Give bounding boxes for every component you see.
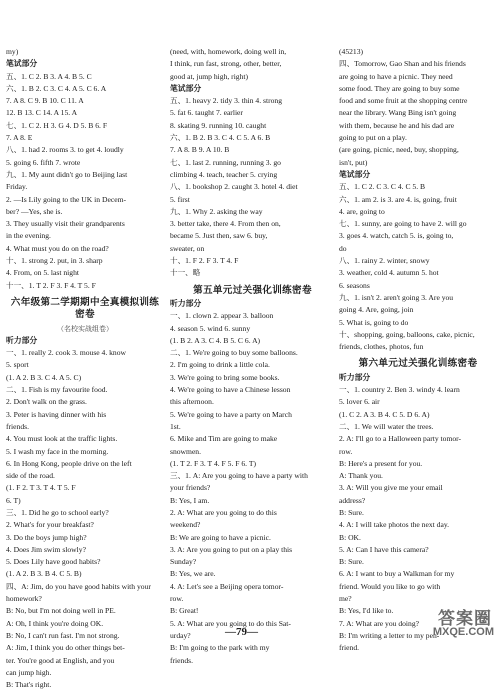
answer-line: (1. T 2. F 3. T 4. F 5. F 6. T) — [170, 458, 257, 468]
answer-line: me? — [339, 594, 352, 604]
answer-line: 3. Do the boys jump high? — [6, 532, 87, 542]
answer-line: B: That's right. — [6, 680, 52, 690]
answer-line: 7. A: What are you doing? — [339, 618, 419, 628]
answer-line: friends, clothes, photos, fun — [339, 342, 424, 352]
answer-line: friends. — [6, 421, 29, 431]
answer-line: B: Sure. — [339, 507, 364, 517]
answer-line: B: Yes, we are. — [170, 569, 216, 579]
answer-line: 6. A: I want to buy a Walkman for my — [339, 569, 455, 579]
answer-line: going to put on a play. — [339, 133, 407, 143]
answer-line: A: Thank you. — [339, 471, 383, 481]
answer-line: 六、1. B 2. B 3. C 4. C 5. A 6. B — [170, 133, 271, 143]
answer-line: B: OK. — [339, 532, 361, 542]
watermark-bottom-text: MXQE.COM — [432, 626, 494, 638]
answer-line: Sunday? — [170, 557, 197, 567]
answer-line: my) — [6, 47, 19, 56]
answer-line: 四、Tomorrow, Gao Shan and his friends — [339, 59, 466, 69]
answer-line: 3. We're going to bring some books. — [170, 372, 280, 382]
answer-line: B: We are going to have a picnic. — [170, 532, 271, 542]
part-heading: 听力部分 — [6, 335, 38, 345]
answer-line: 一、1. really 2. cook 3. mouse 4. know — [6, 348, 127, 358]
answer-line: with them, because he and his dad are — [339, 120, 455, 130]
answer-line: 5. We're going to have a party on March — [170, 409, 292, 419]
answer-line: 3. goes 4. watch, catch 5. is, going to, — [339, 231, 454, 241]
section-title: 第五单元过关强化训练密卷 — [193, 284, 312, 296]
answer-line: 8. skating 9. running 10. caught — [170, 120, 267, 130]
answer-line: 12. B 13. C 14. A 15. A — [6, 108, 78, 118]
answer-line: 5. sport — [6, 360, 29, 370]
answer-column-middle — [170, 46, 335, 667]
answer-column-left — [6, 46, 164, 691]
answer-line: 5. What is, going to do — [339, 317, 409, 327]
answer-line: 3. better take, there 4. From then on, — [170, 219, 281, 229]
answer-line: 3. A: Will you give me your email — [339, 483, 443, 493]
answer-line: 5. going 6. fifth 7. wrote — [6, 157, 81, 167]
answer-line: 八、1. had 2. rooms 3. to get 4. loudly — [6, 145, 124, 155]
part-heading: 笔试部分 — [339, 169, 371, 179]
answer-line: urday? — [170, 630, 191, 640]
answer-line: 六、1. B 2. C 3. C 4. A 5. C 6. A — [6, 83, 107, 93]
answer-line: 七、1. sunny, are going to have 2. will go — [339, 219, 467, 229]
answer-line: 2. What's for your breakfast? — [6, 520, 94, 530]
answer-line: 5. lover 6. air — [339, 397, 380, 407]
part-heading: 听力部分 — [170, 298, 202, 308]
answer-line: B: I'm writing a letter to my pen- — [339, 630, 440, 640]
answer-line: 九、1. isn't 2. aren't going 3. Are you — [339, 292, 454, 302]
answer-line: (45213) — [339, 47, 364, 56]
answer-line: 4. A: I will take photos the next day. — [339, 520, 450, 530]
answer-line: 七、1. last 2. running, running 3. go — [170, 157, 281, 167]
answer-line: friends. — [170, 655, 193, 665]
answer-line: 4. Does Jim swim slowly? — [6, 544, 86, 554]
answer-line: do — [339, 243, 347, 253]
answer-line: 5. I wash my face in the morning. — [6, 446, 109, 456]
answer-line: (1. F 2. T 3. T 4. T 5. F — [6, 483, 76, 493]
answer-line: became 5. Just then, saw 6. buy, — [170, 231, 268, 241]
answer-line: 四、A: Jim, do you have good habits with your — [6, 581, 151, 591]
answer-line: (1. A 2. B 3. C 4. A 5. C) — [6, 372, 82, 382]
answer-line: 4. What must you do on the road? — [6, 243, 109, 253]
answer-line: 十一、1. T 2. F 3. F 4. T 5. F — [6, 280, 96, 290]
answer-line: snowmen. — [170, 446, 202, 456]
answer-line: B: No, but I'm not doing well in PE. — [6, 606, 116, 616]
answer-line: going 4. Are, going, join — [339, 305, 414, 315]
answer-line: 3. A: Are you going to put on a play this — [170, 544, 293, 554]
answer-line: food and some fruit at the shopping centre — [339, 96, 468, 106]
watermark-logo — [426, 604, 496, 644]
answer-line: 3. weather, cold 4. autumn 5. hot — [339, 268, 439, 278]
section-title: 六年级第二学期期中全真模拟训练密卷 — [10, 296, 160, 321]
answer-line: 7. A 8. C 9. B 10. C 11. A — [6, 96, 84, 106]
answer-line: 六、1. am 2. is 3. are 4. is, going, fruit — [339, 194, 457, 204]
answer-line: homework? — [6, 594, 42, 604]
answer-line: 5. fat 6. taught 7. earlier — [170, 108, 243, 118]
answer-line: 4. A: Let's see a Beijing opera tomor- — [170, 581, 284, 591]
answer-line: 2. A: What are you going to do this — [170, 507, 277, 517]
answer-line: 九、1. Why 2. asking the way — [170, 206, 263, 216]
answer-line: 4. From, on 5. last night — [6, 268, 79, 278]
answer-line: row. — [170, 594, 184, 604]
answer-line: in the evening. — [6, 231, 51, 241]
answer-line: 九、1. My aunt didn't go to Beijing last — [6, 169, 128, 179]
answer-line: 十、shopping, going, balloons, cake, picnic, — [339, 329, 475, 339]
answer-line: 三、1. A: Are you going to have a party with — [170, 471, 308, 481]
answer-line: 八、1. bookshop 2. caught 3. hotel 4. diet — [170, 182, 298, 192]
answer-line: 4. We're going to have a Chinese lesson — [170, 385, 291, 395]
answer-line: 2. —Is Lily going to the UK in Decem- — [6, 194, 127, 204]
answer-line: 二、1. We're going to buy some balloons. — [170, 348, 298, 358]
answer-line: B: Sure. — [339, 557, 364, 567]
answer-line: (1. A 2. B 3. B 4. C 5. B) — [6, 569, 82, 579]
answer-line: 一、1. country 2. Ben 3. windy 4. learn — [339, 385, 460, 395]
answer-line: 2. I'm going to drink a little cola. — [170, 360, 270, 370]
answer-line: A: Jim, I think you do other things bet- — [6, 643, 125, 653]
answer-line: can jump high. — [6, 667, 52, 677]
answer-line: 5. A: Can I have this camera? — [339, 544, 429, 554]
part-heading: 笔试部分 — [170, 83, 202, 93]
answer-line: 4. You must look at the traffic lights. — [6, 434, 118, 444]
answer-line: climbing 4. teach, teacher 5. crying — [170, 169, 278, 179]
section-subtitle: （名校实战组卷） — [57, 324, 113, 333]
answer-line: B: I'm going to the park with my — [170, 643, 270, 653]
answer-line: B: Here's a present for you. — [339, 458, 423, 468]
answer-line: 十、1. strong 2. put, in 3. sharp — [6, 256, 103, 266]
answer-line: B: Yes, I am. — [170, 495, 210, 505]
answer-line: I think, run fast, strong, other, better, — [170, 59, 282, 69]
answer-line: 3. They usually visit their grandparents — [6, 219, 125, 229]
answer-line: friend. Would you like to go with — [339, 581, 441, 591]
answer-line: side of the road. — [6, 471, 55, 481]
section-title: 第六单元过关强化训练密卷 — [358, 358, 478, 370]
answer-line: ter. You're good at English, and you — [6, 655, 115, 665]
page-number: —79— — [225, 626, 258, 638]
part-heading: 听力部分 — [339, 372, 371, 382]
answer-line: 6. Mike and Tim are going to make — [170, 434, 278, 444]
answer-line: friend. — [339, 643, 360, 653]
answer-line: 五、1. C 2. C 3. C 4. C 5. B — [339, 182, 426, 192]
answer-line: A: Oh, I think you're doing OK. — [6, 618, 104, 628]
answer-line: Friday. — [6, 182, 28, 192]
answer-line: 二、1. Fish is my favourite food. — [6, 385, 108, 395]
part-heading: 笔试部分 — [6, 59, 38, 69]
answer-line: 十一、略 — [170, 268, 201, 278]
answer-line: this afternoon. — [170, 397, 214, 407]
answer-line: B: No, I can't run fast. I'm not strong. — [6, 630, 120, 640]
answer-line: 五、1. C 2. B 3. A 4. B 5. C — [6, 71, 92, 81]
answer-line: 5. Does Lily have good habits? — [6, 557, 101, 567]
answer-line: near the library. Wang Bing isn't going — [339, 108, 457, 118]
answer-line: row. — [339, 446, 353, 456]
answer-line: 十、1. F 2. F 3. T 4. F — [170, 256, 239, 266]
answer-line: weekend? — [170, 520, 201, 530]
answer-line: (are going, picnic, need, buy, shopping, — [339, 145, 459, 155]
answer-line: 5. first — [170, 194, 190, 204]
answer-line: 3. Peter is having dinner with his — [6, 409, 107, 419]
answer-line: sweater, on — [170, 243, 205, 253]
answer-line: 7. A 8. B 9. A 10. B — [170, 145, 230, 155]
answer-line: 一、1. clown 2. appear 3. balloon — [170, 311, 274, 321]
answer-line: 6. T) — [6, 495, 21, 505]
answer-line: address? — [339, 495, 366, 505]
answer-line: 6. seasons — [339, 280, 370, 290]
answer-column-right — [339, 46, 497, 655]
answer-line: 二、1. We will water the trees. — [339, 421, 434, 431]
answer-line: isn't, put) — [339, 157, 368, 167]
answer-line: (1. B 2. A 3. C 4. B 5. C 6. A) — [170, 335, 261, 345]
answer-line: B: Great! — [170, 606, 199, 616]
answer-line: 4. are, going to — [339, 206, 385, 216]
answer-line: 5. A: What are you going to do this Sat- — [170, 618, 291, 628]
answer-line: are going to have a picnic. They need — [339, 71, 453, 81]
answer-line: 6. In Hong Kong, people drive on the left — [6, 458, 132, 468]
answer-line: some food. They are going to buy some — [339, 83, 460, 93]
answer-line: your friends? — [170, 483, 211, 493]
answer-line: B: Yes, I'd like to. — [339, 606, 394, 616]
answer-line: 4. season 5. wind 6. sunny — [170, 323, 251, 333]
answer-line: 七、1. C 2. H 3. G 4. D 5. B 6. F — [6, 120, 108, 130]
answer-line: good at, jump high, right) — [170, 71, 249, 81]
answer-line: 五、1. heavy 2. tidy 3. thin 4. strong — [170, 96, 283, 106]
answer-line: 2. A: I'll go to a Halloween party tomor- — [339, 434, 462, 444]
answer-line: 八、1. rainy 2. winter, snowy — [339, 256, 430, 266]
answer-line: 2. Don't walk on the grass. — [6, 397, 87, 407]
watermark-top-text: 答案圈 — [438, 609, 492, 628]
answer-line: (need, with, homework, doing well in, — [170, 47, 287, 56]
answer-line: 1st. — [170, 421, 181, 431]
answer-line: (1. C 2. A 3. B 4. C 5. D 6. A) — [339, 409, 430, 419]
answer-line: 三、1. Did he go to school early? — [6, 507, 109, 517]
answer-line: ber? —Yes, she is. — [6, 206, 63, 216]
answer-line: 7. A 8. E — [6, 133, 33, 143]
